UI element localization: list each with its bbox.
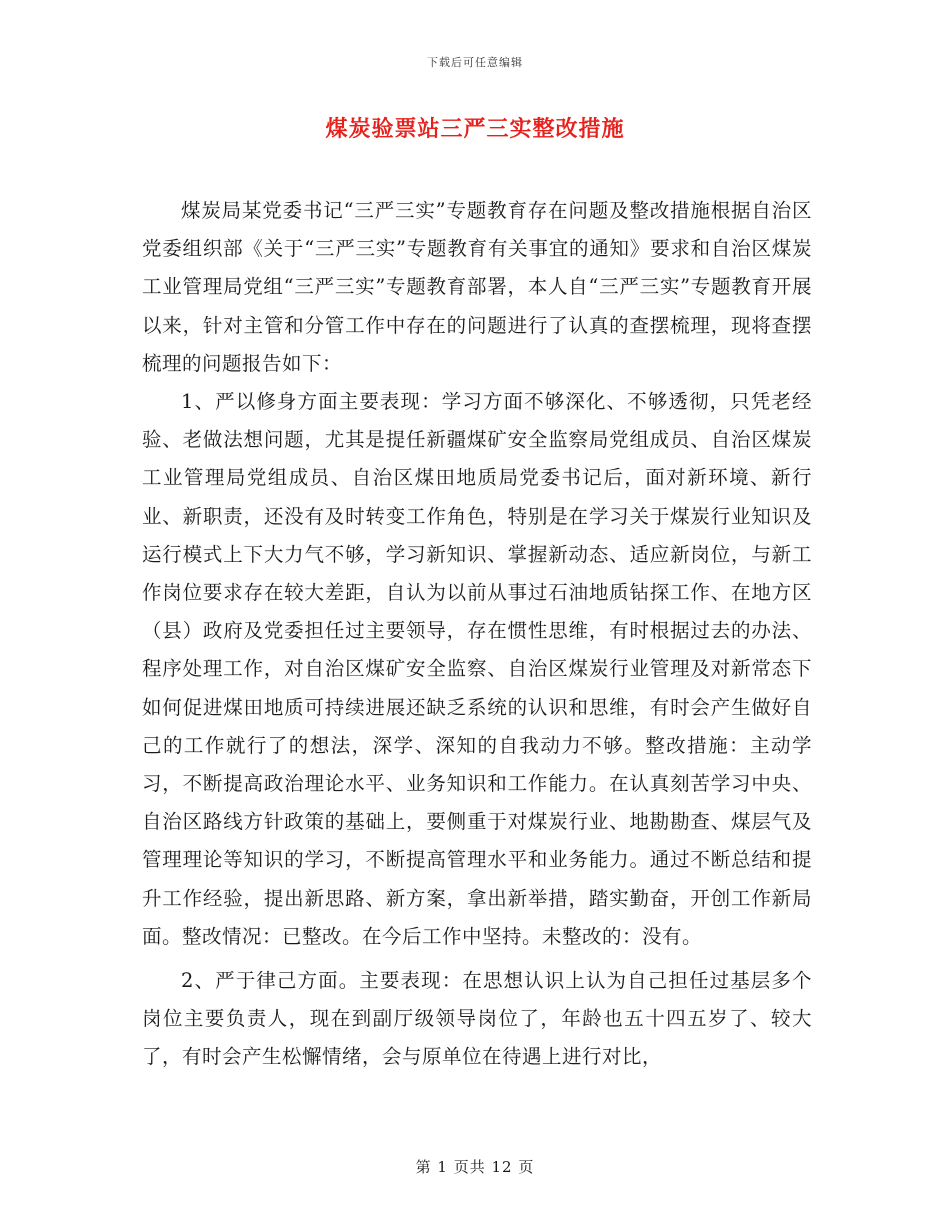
paragraph-item-2: 2、严于律己方面。主要表现：在思想认识上认为自己担任过基层多个岗位主要负责人，现在到副厅级领导岗位了，年龄也五十四五岁了、较大了，有时会产生松懈情绪，会与原单位在待遇上进行对比， (142, 969, 812, 1069)
paragraph-intro: 煤炭局某党委书记“三严三实”专题教育存在问题及整改措施根据自治区党委组织部《关于“三严三实”专题教育有关事宜的通知》要求和自治区煤炭工业管理局党组“三严三实”专题教育部署，本人自“三严三实”专题教育开展以来，针对主管和分管工作中存在的问题进行了认真的查摆梳理，现将查摆梳理的问题报告如下： (142, 199, 812, 375)
paragraph-item-1: 1、严以修身方面主要表现：学习方面不够深化、不够透彻，只凭老经验、老做法想问题，尤其是提任新疆煤矿安全监察局党组成员、自治区煤炭工业管理局党组成员、自治区煤田地质局党委书记后，面对新环境、新行业、新职责，还没有及时转变工作角色，特别是在学习关于煤炭行业知识及运行模式上下大力气不够，学习新知识、掌握新动态、适应新岗位，与新工作岗位要求存在较大差距，自认为以前从事过石油地质钻探工作、在地方区（县）政府及党委担任过主要领导，存在惯性思维，有时根据过去的办法、程序处理工作，对自治区煤矿安全监察、自治区煤炭行业管理及对新常态下如何促进煤田地质可持续进展还缺乏系统的认识和思维，有时会产生做好自己的工作就行了的想法，深学、深知的自我动力不够。整改措施：主动学习，不断提高政治理论水平、业务知识和工作能力。在认真刻苦学习中央、自治区路线方针政策的基础上，要侧重于对煤炭行业、地勘勘查、煤层气及管理理论等知识的学习，不断提高管理水平和业务能力。通过不断总结和提升工作经验，提出新思路、新方案，拿出新举措，踏实勤奋，开创工作新局面。整改情况：已整改。在今后工作中坚持。未整改的：没有。 (142, 390, 812, 948)
page-number-footer: 第 1 页共 12 页 (415, 1158, 535, 1176)
document-title: 煤炭验票站三严三实整改措施 (325, 116, 625, 142)
document-body (142, 192, 812, 1077)
page-header-note: 下载后可任意编辑 (427, 56, 523, 69)
